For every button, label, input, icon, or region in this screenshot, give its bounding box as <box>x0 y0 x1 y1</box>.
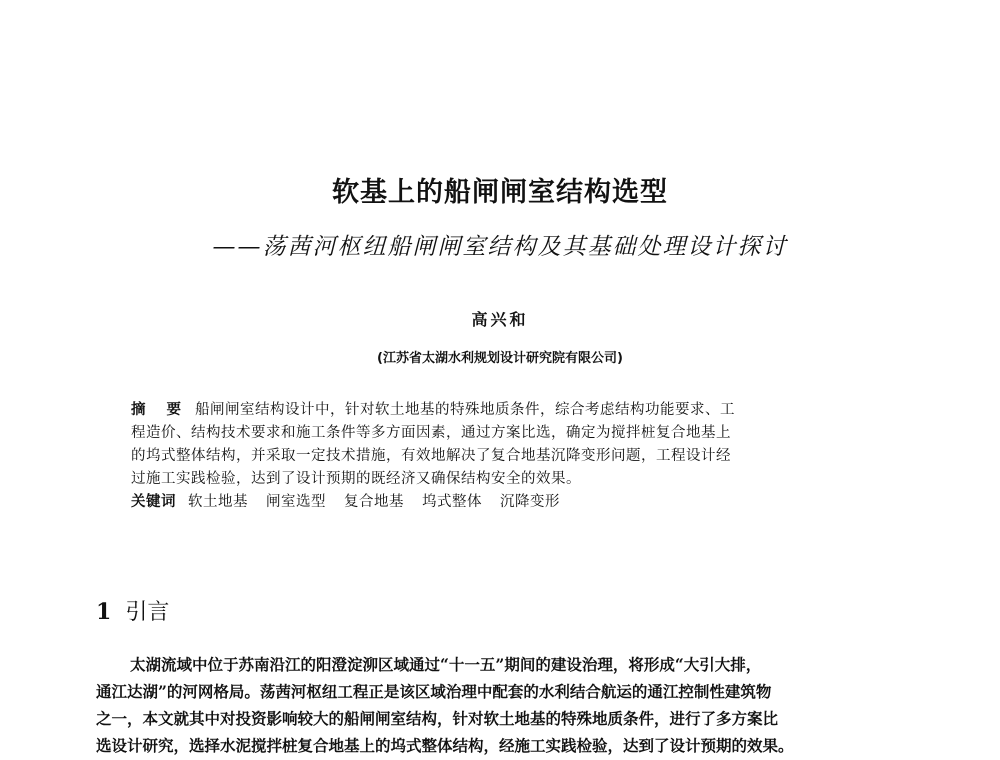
abstract-line: 程造价、结构技术要求和施工条件等多方面因素，通过方案比选，确定为搅拌桩复合地基上 <box>131 425 731 441</box>
abstract-label: 摘 要 <box>131 402 190 418</box>
abstract <box>131 399 851 514</box>
keyword: 坞式整体 <box>422 494 482 510</box>
body-line: 选设计研究，选择水泥搅拌桩复合地基上的坞式整体结构，经施工实践检验，达到了设计预期的效果。 <box>96 736 794 755</box>
section-heading <box>96 595 169 626</box>
section-body <box>96 651 896 759</box>
body-line: 通江达湖”的河网格局。荡茜河枢纽工程正是该区域治理中配套的水利结合航运的通江控制性建筑物 <box>96 682 772 701</box>
body-line: 之一，本文就其中对投资影响较大的船闸闸室结构，针对软土地基的特殊地质条件，进行了多方案比 <box>96 709 779 728</box>
section-number: 1 <box>96 599 112 625</box>
author-name: 高兴和 <box>471 310 529 329</box>
abstract-line: 的坞式整体结构，并采取一定技术措施，有效地解决了复合地基沉降变形问题，工程设计经 <box>131 448 731 464</box>
section-title: 引言 <box>125 600 170 625</box>
paper-subtitle: ——荡茜河枢纽船闸闸室结构及其基础处理设计探讨 <box>212 234 788 260</box>
abstract-line: 过施工实践检验，达到了设计预期的既经济又确保结构安全的效果。 <box>131 471 581 487</box>
keyword: 软土地基 <box>188 494 248 510</box>
keyword: 复合地基 <box>344 494 404 510</box>
paper-title: 软基上的船闸闸室结构选型 <box>332 177 668 208</box>
author-affiliation: (江苏省太湖水利规划设计研究院有限公司) <box>377 351 623 366</box>
keyword: 沉降变形 <box>500 494 560 510</box>
keyword: 闸室选型 <box>266 494 326 510</box>
abstract-line <box>131 399 851 422</box>
abstract-text: 船闸闸室结构设计中，针对软土地基的特殊地质条件，综合考虑结构功能要求、工 <box>195 402 736 418</box>
keywords-label: 关键词 <box>131 494 176 510</box>
body-line: 太湖流域中位于苏南沿江的阳澄淀泖区域通过“十一五”期间的建设治理，将形成“大引大排， <box>130 655 762 674</box>
keywords <box>131 491 851 514</box>
